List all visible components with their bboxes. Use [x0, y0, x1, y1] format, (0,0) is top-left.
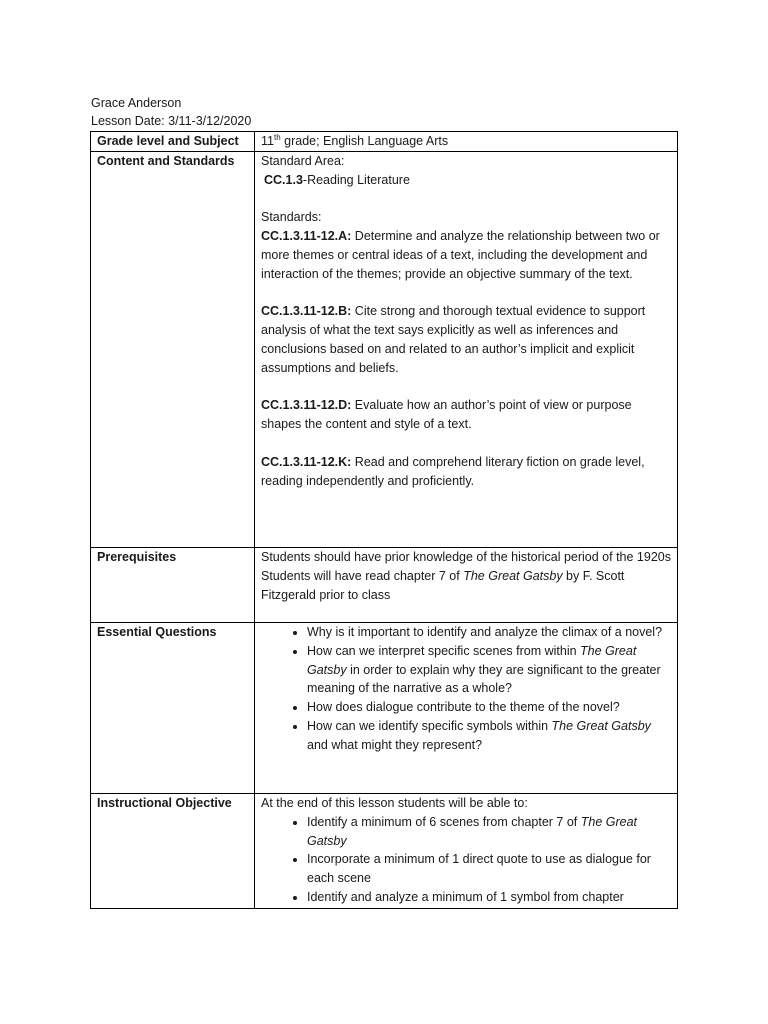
- question-text: How can we interpret specific scenes from within: [307, 643, 581, 658]
- questions-list: [261, 623, 672, 755]
- objective-cell: [255, 794, 678, 909]
- standards-label: Standards:: [261, 210, 322, 225]
- standard-code: CC.1.3.11-12.K:: [261, 454, 352, 469]
- area-name: -Reading Literature: [302, 172, 410, 187]
- book-title: The Great Gatsby: [307, 814, 638, 848]
- list-item: • Incorporate a minimum of 1 direct quote to use as dialogue for each scene: [307, 850, 672, 888]
- question-text: How can we identify specific symbols within: [307, 718, 552, 733]
- table-row: [91, 132, 678, 152]
- grade-subject-text: grade; English Language Arts: [280, 134, 449, 148]
- book-title: The Great Gatsby: [551, 718, 651, 733]
- objectives-list: [261, 813, 672, 907]
- row-label: Instructional Objective: [91, 794, 255, 909]
- table-row: [91, 794, 678, 909]
- prereq-line: Students should have prior knowledge of the historical period of the 1920s: [261, 550, 671, 564]
- list-item: • Identify and analyze a minimum of 1 symbol from chapter: [307, 888, 672, 907]
- objective-intro: At the end of this lesson students will be able to:: [261, 796, 528, 810]
- grade-superscript: th: [273, 132, 281, 142]
- standards-cell: [255, 152, 678, 548]
- table-row: [91, 623, 678, 794]
- row-label: Essential Questions: [91, 623, 255, 794]
- grade-number: 11: [261, 134, 274, 148]
- lesson-date: Lesson Date: 3/11-3/12/2020: [91, 114, 252, 128]
- table-row: [91, 152, 678, 548]
- prereq-line: [261, 567, 672, 605]
- standard-item: [261, 396, 672, 434]
- question-text: in order to explain why they are significant to the greater meaning of the narrative as a whole?: [307, 662, 661, 696]
- grade-subject-cell: [255, 132, 678, 152]
- standard-text: Read and comprehend literary fiction on grade level, reading independently and proficiently.: [261, 454, 645, 488]
- list-item: [307, 642, 672, 698]
- standard-text: Evaluate how an author’s point of view or purpose shapes the content and style of a text.: [261, 398, 632, 432]
- row-label: Content and Standards: [91, 152, 255, 548]
- standard-item: [261, 227, 672, 283]
- questions-cell: [255, 623, 678, 794]
- objective-text: Identify a minimum of 6 scenes from chapter 7 of: [307, 814, 581, 829]
- standard-code: CC.1.3.11-12.A:: [261, 229, 352, 244]
- book-title: The Great Gatsby: [307, 643, 637, 677]
- standard-code: CC.1.3.11-12.B:: [261, 304, 352, 319]
- row-label: Prerequisites: [91, 548, 255, 623]
- prereq-text: Students will have read chapter 7 of: [261, 568, 464, 583]
- prereq-text: by F. Scott Fitzgerald prior to class: [261, 568, 625, 602]
- table-row: [91, 548, 678, 623]
- standard-text: Cite strong and thorough textual evidence to support analysis of what the text says explicitly as well as inferences and conclusions based on and related to an author’s implicit and explicit assumptions and beliefs.: [261, 304, 646, 375]
- list-item: [307, 717, 672, 755]
- prerequisites-cell: [255, 548, 678, 623]
- standard-text: Determine and analyze the relationship between two or more themes or central ideas of a text, including the development and interaction of the themes; provide an objective summary of the text.: [261, 229, 660, 281]
- question-text: and what might they represent?: [307, 737, 483, 752]
- book-title: The Great Gatsby: [463, 568, 563, 583]
- list-item: • Why is it important to identify and analyze the climax of a novel?: [307, 623, 672, 642]
- lesson-plan-table: [90, 131, 678, 909]
- list-item: • How does dialogue contribute to the theme of the novel?: [307, 698, 672, 717]
- row-label: Grade level and Subject: [91, 132, 255, 152]
- area-code: CC.1.3: [264, 172, 303, 187]
- author-name: Grace Anderson: [91, 96, 182, 110]
- standard-code: CC.1.3.11-12.D:: [261, 398, 352, 413]
- list-item: [307, 813, 672, 851]
- standard-area-label: Standard Area:: [261, 154, 345, 168]
- standard-area: [261, 171, 672, 190]
- standard-item: [261, 453, 672, 491]
- standard-item: [261, 302, 672, 377]
- document-header: [91, 94, 251, 130]
